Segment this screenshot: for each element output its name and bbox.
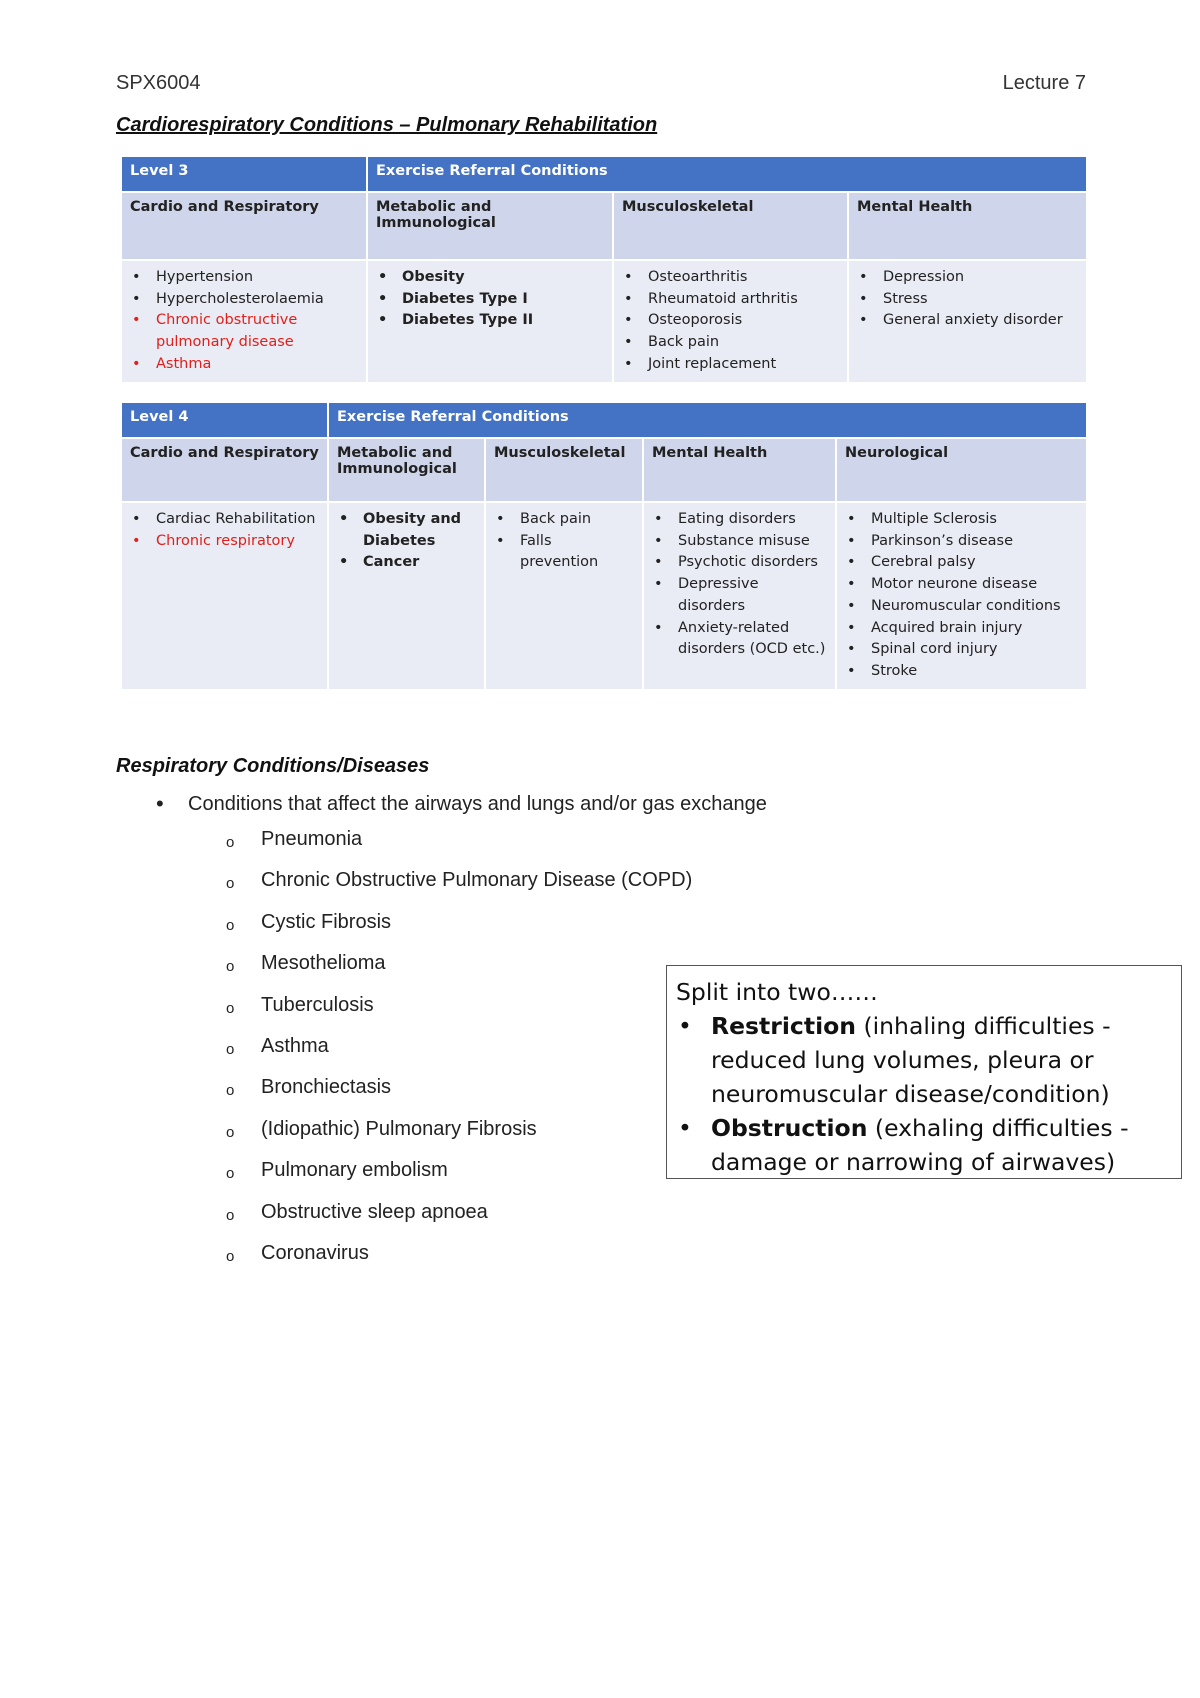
split-callout-list xyxy=(676,1009,1171,1179)
condition-item: • Obesity xyxy=(376,267,604,289)
split-term: Restriction xyxy=(711,1012,856,1040)
respiratory-main-bullet-text: Conditions that affect the airways and lungs and/or gas exchange xyxy=(188,793,767,815)
level3-cell-metabolic xyxy=(367,260,613,383)
condition-item: • Diabetes Type I xyxy=(376,289,604,311)
list-item: o Cystic Fibrosis xyxy=(226,910,692,951)
condition-item: • Substance misuse xyxy=(652,531,827,553)
condition-item: • Neuromuscular conditions xyxy=(845,596,1078,618)
level4-cell-neurological xyxy=(836,502,1087,690)
level4-heading-metabolic: Metabolic and Immunological xyxy=(328,438,485,502)
condition-item: • Osteoarthritis xyxy=(622,267,839,289)
condition-item: • Falls prevention xyxy=(494,531,634,574)
level3-heading-mental-health: Mental Health xyxy=(848,192,1087,260)
respiratory-conditions-list xyxy=(226,827,692,1282)
respiratory-section-title: Respiratory Conditions/Diseases xyxy=(116,755,430,777)
condition-item: • Motor neurone disease xyxy=(845,574,1078,596)
split-callout-item-obstruction xyxy=(676,1111,1171,1179)
condition-item: • Hypertension xyxy=(130,267,358,289)
condition-item: • General anxiety disorder xyxy=(857,310,1078,332)
document-title: Cardiorespiratory Conditions – Pulmonary Rehabilitation xyxy=(116,114,658,136)
condition-item: • Anxiety-related disorders (OCD etc.) xyxy=(652,618,827,661)
level3-cell-cardio xyxy=(121,260,367,383)
level4-group-label: Exercise Referral Conditions xyxy=(328,402,1087,438)
split-desc: (inhaling difficulties - reduced lung volumes, pleura or neuromuscular disease/condition) xyxy=(711,1012,1111,1108)
condition-item: • Back pain xyxy=(622,332,839,354)
condition-item: • Parkinson’s disease xyxy=(845,531,1078,553)
level3-label: Level 3 xyxy=(121,156,367,192)
condition-item: • Joint replacement xyxy=(622,354,839,376)
condition-item: • Chronic obstructive pulmonary disease xyxy=(130,310,358,353)
condition-item: • Cancer xyxy=(337,552,476,574)
condition-list xyxy=(845,509,1078,683)
condition-list xyxy=(130,267,358,376)
list-item: o Pulmonary embolism xyxy=(226,1158,692,1199)
condition-item: • Acquired brain injury xyxy=(845,618,1078,640)
level3-body-row xyxy=(121,260,1087,383)
condition-item: • Multiple Sclerosis xyxy=(845,509,1078,531)
split-callout-item-restriction xyxy=(676,1009,1171,1111)
condition-item: • Diabetes Type II xyxy=(376,310,604,332)
list-item: o Mesothelioma xyxy=(226,951,692,992)
level4-header-row xyxy=(121,402,1087,438)
level3-header-row xyxy=(121,156,1087,192)
list-item: o Pneumonia xyxy=(226,827,692,868)
condition-item: • Stress xyxy=(857,289,1078,311)
split-callout-box xyxy=(666,965,1182,1179)
level4-cell-cardio xyxy=(121,502,328,690)
condition-item: • Hypercholesterolaemia xyxy=(130,289,358,311)
condition-list xyxy=(337,509,476,574)
list-item: o Tuberculosis xyxy=(226,993,692,1034)
level3-group-label: Exercise Referral Conditions xyxy=(367,156,1087,192)
split-callout-intro: Split into two…… xyxy=(676,978,878,1006)
list-item: o Coronavirus xyxy=(226,1241,692,1282)
level3-heading-cardio: Cardio and Respiratory xyxy=(121,192,367,260)
condition-item: • Depression xyxy=(857,267,1078,289)
header-course-code: SPX6004 xyxy=(116,72,201,94)
level4-cell-musculoskeletal xyxy=(485,502,643,690)
level4-subheader-row xyxy=(121,438,1087,502)
list-item: o Asthma xyxy=(226,1034,692,1075)
level3-subheader-row xyxy=(121,192,1087,260)
condition-item: • Asthma xyxy=(130,354,358,376)
condition-item: • Cerebral palsy xyxy=(845,552,1078,574)
level3-referral-table xyxy=(120,155,1088,384)
level4-heading-musculoskeletal: Musculoskeletal xyxy=(485,438,643,502)
condition-item: • Depressive disorders xyxy=(652,574,827,617)
condition-item: • Back pain xyxy=(494,509,634,531)
split-term: Obstruction xyxy=(711,1114,868,1142)
level4-body-row xyxy=(121,502,1087,690)
level4-heading-mental-health: Mental Health xyxy=(643,438,836,502)
condition-item: • Eating disorders xyxy=(652,509,827,531)
condition-item: • Stroke xyxy=(845,661,1078,683)
condition-list xyxy=(857,267,1078,332)
level4-heading-cardio: Cardio and Respiratory xyxy=(121,438,328,502)
level4-referral-table xyxy=(120,401,1088,691)
level3-cell-musculoskeletal xyxy=(613,260,848,383)
level4-cell-mental-health xyxy=(643,502,836,690)
bullet-icon: • xyxy=(156,791,164,816)
condition-list xyxy=(130,509,319,552)
condition-list xyxy=(494,509,634,574)
level3-heading-musculoskeletal: Musculoskeletal xyxy=(613,192,848,260)
condition-item: • Spinal cord injury xyxy=(845,639,1078,661)
level3-heading-metabolic: Metabolic and Immunological xyxy=(367,192,613,260)
split-desc: (exhaling difficulties - damage or narrowing of airwaves) xyxy=(711,1114,1129,1176)
list-item: o Chronic Obstructive Pulmonary Disease (COPD) xyxy=(226,868,692,909)
header-lecture-number: Lecture 7 xyxy=(1002,72,1086,94)
level4-heading-neurological: Neurological xyxy=(836,438,1087,502)
condition-item: • Osteoporosis xyxy=(622,310,839,332)
condition-item: • Psychotic disorders xyxy=(652,552,827,574)
list-item: o (Idiopathic) Pulmonary Fibrosis xyxy=(226,1117,692,1158)
condition-item: • Obesity and Diabetes xyxy=(337,509,476,552)
condition-list xyxy=(376,267,604,332)
list-item: o Bronchiectasis xyxy=(226,1075,692,1116)
level3-cell-mental-health xyxy=(848,260,1087,383)
condition-list xyxy=(652,509,827,661)
condition-item: • Cardiac Rehabilitation xyxy=(130,509,319,531)
condition-item: • Chronic respiratory xyxy=(130,531,319,553)
condition-item: • Rheumatoid arthritis xyxy=(622,289,839,311)
condition-list xyxy=(622,267,839,376)
list-item: o Obstructive sleep apnoea xyxy=(226,1200,692,1241)
level4-label: Level 4 xyxy=(121,402,328,438)
level4-cell-metabolic xyxy=(328,502,485,690)
